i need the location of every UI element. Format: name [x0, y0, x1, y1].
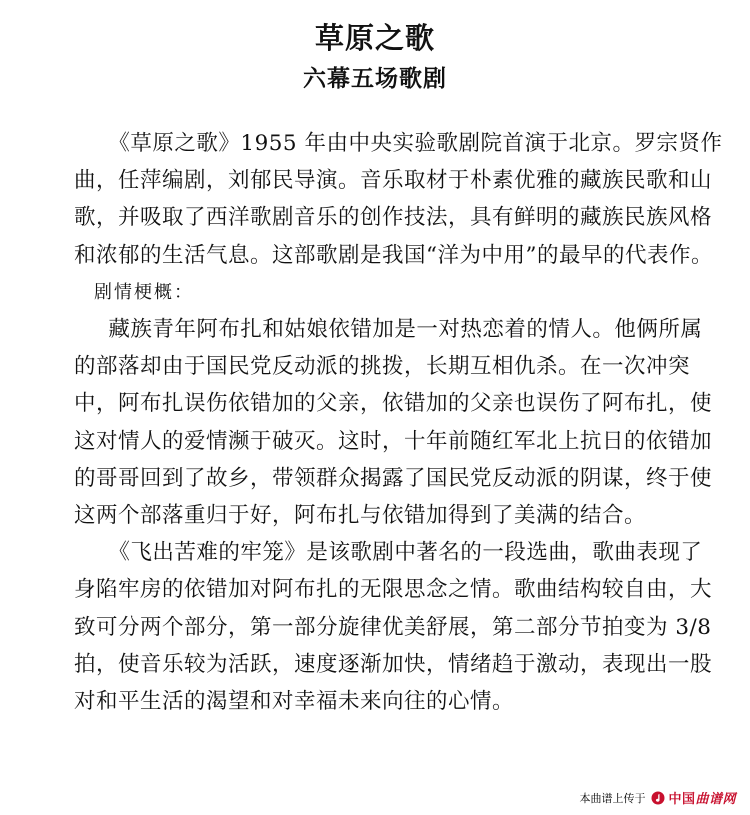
- document-subtitle: 六幕五场歌剧: [303, 66, 447, 92]
- upload-text: 本曲谱上传于: [579, 791, 646, 805]
- plot-paragraph: 藏族青年阿布扎和姑娘依错加是一对热恋着的情人。他俩所属的部落却由于国民党反动派的挑拨，长期互相仇杀。在一次冲突中，阿布扎误伤依错加的父亲，依错加的父亲也误伤了阿布扎，使这对情人的爱情濒于破灭。这时，十年前随红军北上抗日的依错加的哥哥回到了故乡，带领群众揭露了国民党反动派的阴谋，终于使这两个部落重归于好，阿布扎与依错加得到了美满的结合。: [74, 317, 713, 529]
- music-note-icon: [651, 791, 665, 805]
- site-name-part1: 中国: [668, 792, 696, 807]
- site-name: [668, 788, 736, 807]
- song-paragraph: 《飞出苦难的牢笼》是该歌剧中著名的一段选曲，歌曲表现了身陷牢房的依错加对阿布扎的无限思念之情。歌曲结构较自由，大致可分两个部分，第一部分旋律优美舒展，第二部分节拍变为 3/8 拍，使音乐较为活跃，速度逐渐加快，情绪趋于激动，表现出一股对和平生活的渴望和对幸福未来向往的心情。: [74, 540, 713, 715]
- site-logo[interactable]: [651, 788, 736, 807]
- site-name-part2: 曲谱网: [695, 792, 736, 807]
- document-body: [74, 125, 724, 720]
- document-title: 草原之歌: [314, 21, 435, 55]
- plot-heading: 剧情梗概：: [94, 281, 194, 303]
- footer-watermark: [579, 788, 736, 807]
- intro-paragraph: 《草原之歌》1955 年由中央实验歌剧院首演于北京。罗宗贤作曲，任萍编剧，刘郁民导演。音乐取材于朴素优雅的藏族民歌和山歌，并吸取了西洋歌剧音乐的创作技法，具有鲜明的藏族民族风格和浓郁的生活气息。这部歌剧是我国“洋为中用”的最早的代表作。: [74, 131, 723, 268]
